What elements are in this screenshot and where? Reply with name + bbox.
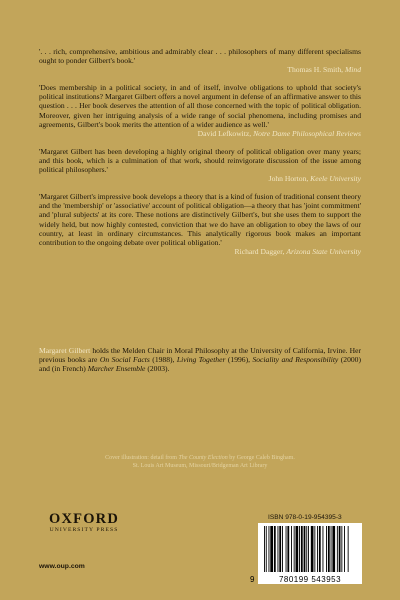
bio-text: holds the Melden Chair in Moral Philosophy at the University of California, Irvine. Her previous books are <box>39 346 361 365</box>
book-title: Sociality and Responsibility <box>252 355 339 365</box>
review-quote-3 <box>39 147 361 183</box>
credit-suffix: by George Caleb Bingham. <box>227 455 295 461</box>
quote-text: 'Does membership in a political society, in and of itself, involve obligations to uphold that society's political institutions? Margaret Gilbert offers a novel argument in defense of an affirmative answer to this question . . . Her book deserves the attention of all those concerned with the topic of political obligation. Moreover, given her intriguing analysis of a wide range of social phenomena, including promises and agreements, Gilbert's book merits the attention of a wider audience as well.' <box>39 83 361 129</box>
cover-credit <box>40 454 360 470</box>
publisher-logo <box>39 512 129 534</box>
author-name: Margaret Gilbert <box>39 346 91 355</box>
quote-source: Notre Dame Philosophical Reviews <box>253 128 361 138</box>
credit-prefix: Cover illustration: detail from <box>105 455 179 461</box>
author-bio <box>39 346 361 373</box>
quote-author: Richard Dagger, <box>234 246 285 256</box>
barcode-bars <box>258 523 362 575</box>
barcode <box>258 523 362 575</box>
barcode-first-digit: 9 <box>250 575 255 584</box>
credit-line-1 <box>40 454 360 462</box>
isbn-label: ISBN 978-0-19-954395-3 <box>268 514 342 521</box>
quote-attribution <box>39 129 361 138</box>
publisher-url: www.oup.com <box>39 563 85 570</box>
quote-attribution <box>39 247 361 256</box>
quote-source: Mind <box>344 65 361 75</box>
book-title: Living Together <box>176 355 226 365</box>
publisher-name: OXFORD <box>48 511 120 527</box>
credit-title: The County Election <box>178 455 228 461</box>
quote-source: Keele University <box>310 174 361 184</box>
review-quote-1 <box>39 47 361 74</box>
review-quotes <box>39 47 361 265</box>
bio-text: (1996), <box>225 355 253 365</box>
quote-author: David Lefkowitz, <box>197 128 252 138</box>
quote-source: Arizona State University <box>286 246 361 256</box>
quote-author: Thomas H. Smith, <box>287 65 344 75</box>
barcode-digits: 780199 543953 <box>258 575 362 584</box>
book-title: On Social Facts <box>99 355 150 365</box>
publisher-press: UNIVERSITY PRESS <box>49 527 119 533</box>
review-quote-2 <box>39 83 361 138</box>
quote-text: 'Margaret Gilbert has been developing a highly original theory of political obligation over many years; and this book, which is a culmination of that work, should reinvigorate discussion of the issue among political philosophers.' <box>39 146 361 175</box>
quote-attribution <box>39 65 361 74</box>
review-quote-4 <box>39 192 361 256</box>
bio-text: (2000) and (in French) <box>39 355 361 374</box>
bio-text: (2003). <box>145 364 170 374</box>
book-title: Marcher Ensemble <box>87 364 146 374</box>
quote-text: 'Margaret Gilbert's impressive book develops a theory that is a kind of fusion of traditional consent theory and the 'membership' or 'associative' account of political obligation—a theory that has 'joint commitment' and 'plural subjects' at its core. These notions are distinctively Gilbert's, but she uses them to support the widely held, but now highly contested, conviction that we do have an obligation to obey the laws of our country, at least in ordinary circumstances. This analytically rigorous book makes an important contribution to the ongoing debate over political obligation.' <box>39 192 361 247</box>
credit-line-2: St. Louis Art Museum, Missouri/Bridgeman Art Library <box>132 463 268 469</box>
quote-attribution <box>39 174 361 183</box>
quote-text: '. . . rich, comprehensive, ambitious and admirably clear . . . philosophers of many different specialisms ought to ponder Gilbert's book.' <box>39 47 361 66</box>
quote-author: John Horton, <box>268 174 309 184</box>
bio-text: (1988), <box>149 355 177 365</box>
